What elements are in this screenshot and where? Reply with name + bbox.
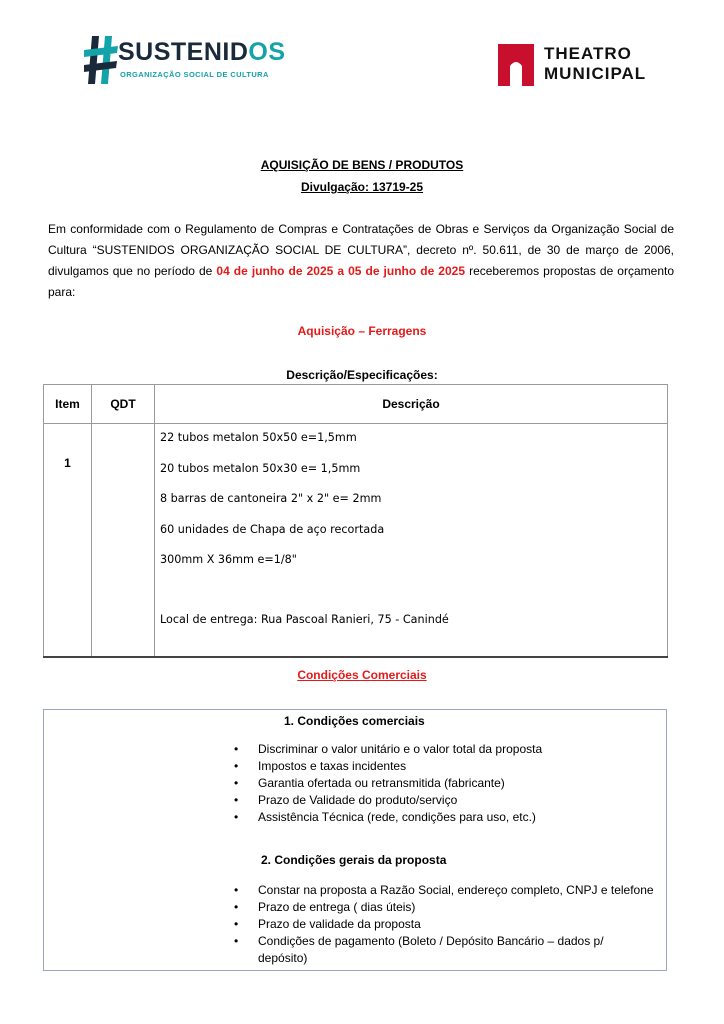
item-number: 1: [44, 424, 92, 658]
list-item: • Impostos e taxas incidentes: [234, 758, 542, 775]
delivery-location: Local de entrega: Rua Pascoal Ranieri, 75 - Canindé: [160, 612, 449, 626]
item-qdt: [92, 424, 155, 658]
divulgacao-number: Divulgação: 13719-25: [300, 180, 424, 194]
conditions-box: [43, 709, 667, 971]
list-item: • Garantia ofertada ou retransmitida (fabricante): [234, 775, 542, 792]
theatro-word: THEATRO: [544, 44, 632, 63]
list-item: • Discriminar o valor unitário e o valor total da proposta: [234, 741, 542, 758]
specifications-heading: Descrição/Especificações:: [286, 368, 438, 382]
conditions-section1-list: [234, 741, 542, 826]
list-item: • Assistência Técnica (rede, condições para uso, etc.): [234, 809, 542, 826]
header-item: Item: [44, 385, 92, 424]
table-row: [44, 424, 668, 658]
intro-text-before: Em conformidade com o Regulamento de Compras e Contratações de Obras e Serviços da Organização Social de Cultura “SUSTENIDOS ORGANIZAÇÃO SOCIAL DE CULTURA”, decreto nº. 50.611, de 30 de março de 2006, divulgamos que no período de: [48, 222, 674, 278]
description-line: 22 tubos metalon 50x50 e=1,5mm: [160, 431, 357, 444]
commercial-conditions-heading: Condições Comerciais: [297, 668, 427, 682]
description-line: 300mm X 36mm e=1/8": [160, 553, 297, 566]
conditions-section1-title: 1. Condições comerciais: [284, 714, 425, 728]
hash-logo-icon: [84, 34, 120, 86]
description-line: 60 unidades de Chapa de aço recortada: [160, 522, 385, 536]
document-title: AQUISIÇÃO DE BENS / PRODUTOS: [260, 158, 464, 172]
description-spacer: [160, 583, 667, 612]
list-item: • Constar na proposta a Razão Social, endereço completo, CNPJ e telefone: [234, 882, 654, 899]
sustenidos-wordmark: SUSTENIDOS: [118, 38, 286, 66]
description-line: 8 barras de cantoneira 2" x 2" e= 2mm: [160, 492, 382, 505]
header-descricao: Descrição: [155, 385, 668, 424]
item-description: [155, 424, 668, 658]
proposal-period: 04 de junho de 2025 a 05 de junho de 2025: [216, 264, 466, 278]
list-item: • Prazo de Validade do produto/serviço: [234, 792, 542, 809]
items-table: [43, 384, 668, 658]
municipal-word: MUNICIPAL: [544, 64, 647, 83]
list-item: • Condições de pagamento (Boleto / Depósito Bancário – dados p/ depósito): [234, 933, 654, 967]
theatro-arch-icon: [496, 44, 536, 86]
theatro-municipal-logo: [496, 42, 666, 88]
sustenidos-tagline: ORGANIZAÇÃO SOCIAL DE CULTURA: [120, 70, 269, 79]
description-line: 20 tubos metalon 50x30 e= 1,5mm: [160, 461, 361, 475]
conditions-section2-title: 2. Condições gerais da proposta: [261, 853, 447, 867]
intro-paragraph: [48, 219, 674, 303]
sustenidos-logo: [84, 34, 286, 90]
header-qdt: QDT: [92, 385, 155, 424]
list-item: • Prazo de validade da proposta: [234, 916, 654, 933]
acquisition-heading: Aquisição – Ferragens: [297, 324, 427, 338]
table-header-row: [44, 385, 668, 424]
list-item: • Prazo de entrega ( dias úteis): [234, 899, 654, 916]
conditions-section2-list: [234, 882, 654, 967]
intro-text-after: receberemos propostas de orçamento para:: [48, 264, 674, 299]
